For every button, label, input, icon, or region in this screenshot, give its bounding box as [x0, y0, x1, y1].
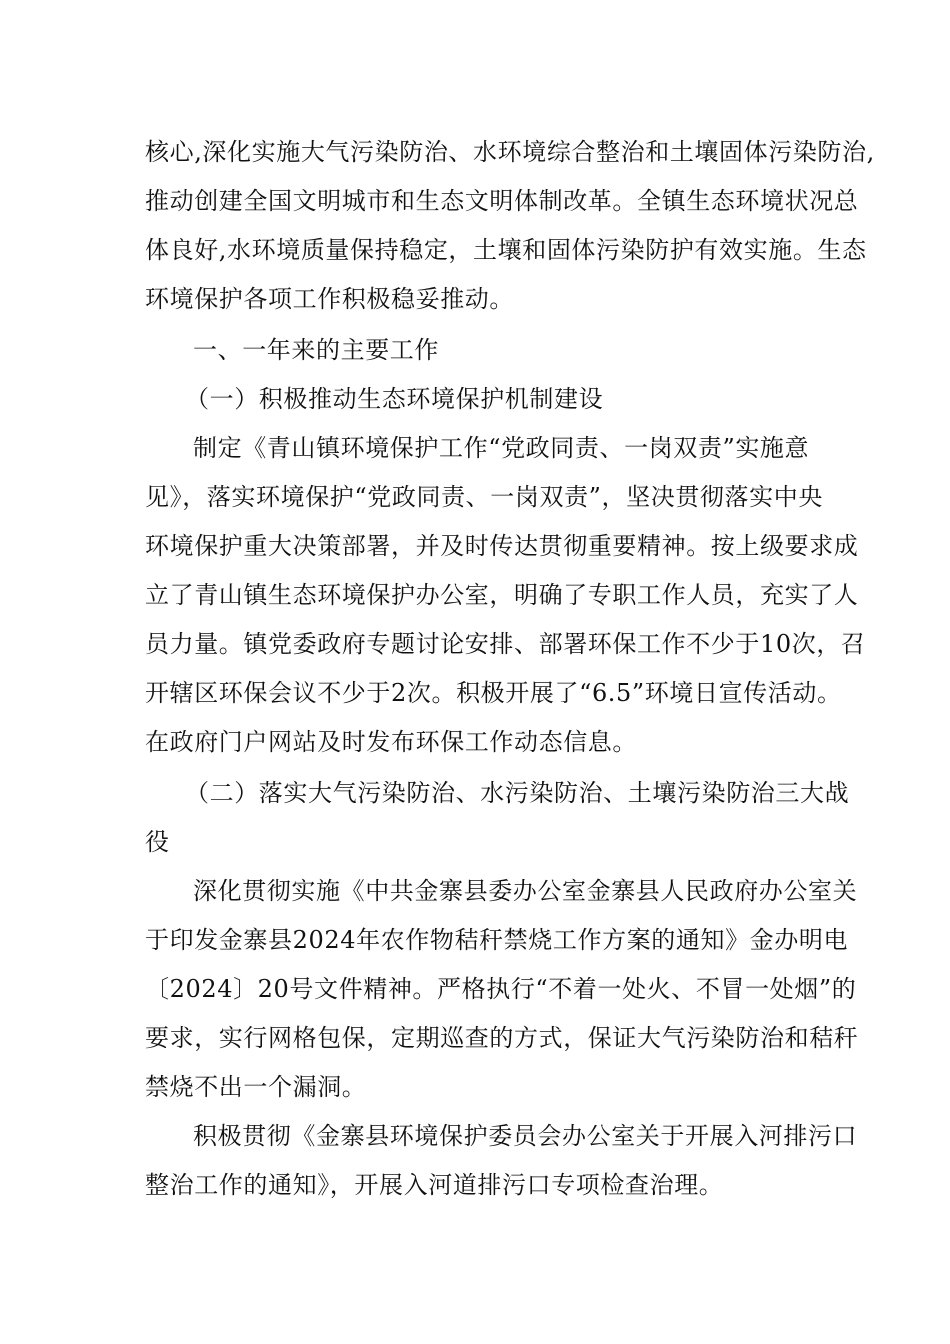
body-text-line: 环境保护重大决策部署，并及时传达贯彻重要精神。按上级要求成	[145, 532, 859, 560]
body-text-line: 于印发金寨县2024年农作物秸秆禁烧工作方案的通知》金办明电	[145, 926, 849, 954]
subsection-heading: （一）积极推动生态环境保护机制建设	[185, 385, 604, 413]
body-text-line: 禁烧不出一个漏洞。	[145, 1073, 367, 1101]
body-text-line: 环境保护各项工作积极稳妥推动。	[145, 285, 514, 313]
body-text-line: 整治工作的通知》，开展入河道排污口专项检查治理。	[145, 1171, 724, 1199]
body-text-line: 在政府门户网站及时发布环保工作动态信息。	[145, 728, 637, 756]
body-text-line: 体良好,水环境质量保持稳定，土壤和固体污染防护有效实施。生态	[145, 236, 867, 264]
body-text-line: 员力量。镇党委政府专题讨论安排、部署环保工作不少于10次，召	[145, 630, 866, 658]
subsection-heading-continuation: 役	[145, 828, 170, 856]
subsection-heading: （二）落实大气污染防治、水污染防治、土壤污染防治三大战	[185, 779, 850, 807]
body-text-line: 见》，落实环境保护“党政同责、一岗双责”，坚决贯彻落实中央	[145, 483, 823, 511]
body-text-line: 制定《青山镇环境保护工作“党政同责、一岗双责”实施意	[193, 434, 810, 462]
body-text-line: 深化贯彻实施《中共金寨县委办公室金寨县人民政府办公室关	[193, 877, 858, 905]
body-text-line: 积极贯彻《金寨县环境保护委员会办公室关于开展入河排污口	[193, 1122, 858, 1150]
section-heading: 一、一年来的主要工作	[193, 336, 439, 364]
body-text-line: 核心,深化实施大气污染防治、水环境综合整治和土壤固体污染防治,	[145, 138, 875, 166]
body-text-line: 〔2024〕20号文件精神。严格执行“不着一处火、不冒一处烟”的	[145, 975, 857, 1003]
body-text-line: 立了青山镇生态环境保护办公室，明确了专职工作人员，充实了人	[145, 581, 859, 609]
body-text-line: 开辖区环保会议不少于2次。积极开展了“6.5”环境日宣传活动。	[145, 679, 842, 707]
body-text-line: 要求，实行网格包保，定期巡查的方式，保证大气污染防治和秸秆	[145, 1024, 859, 1052]
body-text-line: 推动创建全国文明城市和生态文明体制改革。全镇生态环境状况总	[145, 187, 859, 215]
